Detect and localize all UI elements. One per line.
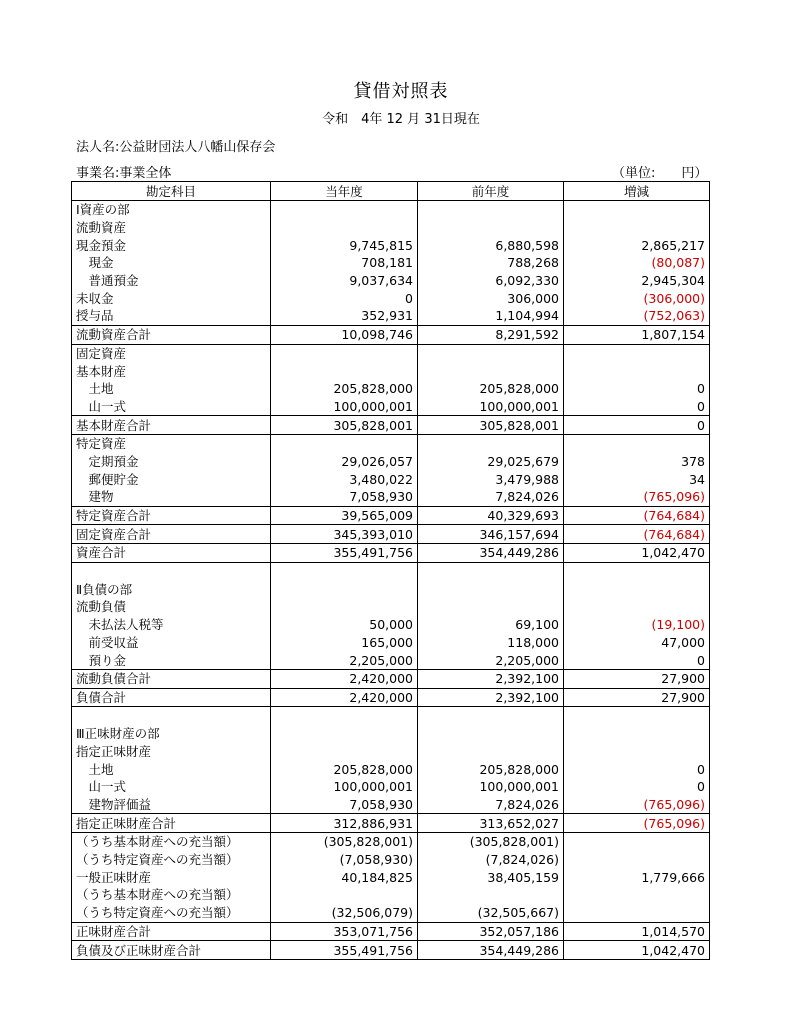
current-year-cell: 165,000 [271,634,418,652]
current-year-cell: 2,205,000 [271,651,418,669]
change-cell: 1,779,666 [564,868,710,886]
account-cell: Ⅱ負債の部 [72,580,271,598]
corporation-name: 法人名:公益財団法人八幡山保存会 [76,140,276,155]
previous-year-cell [418,562,564,580]
current-year-cell: 708,181 [271,254,418,272]
current-year-cell [271,562,418,580]
table-row [72,616,710,634]
previous-year-cell [418,434,564,452]
account-cell: （うち特定資産への充当額） [72,851,271,869]
change-cell: 0 [564,760,710,778]
table-row [72,707,710,725]
account-cell: 一般正味財産 [72,868,271,886]
change-cell [564,851,710,869]
account-cell: 負債合計 [72,688,271,707]
table-row [72,760,710,778]
account-cell: 未払法人税等 [72,616,271,634]
table-row [72,219,710,237]
current-year-cell: 39,565,009 [271,506,418,525]
current-year-cell: 7,058,930 [271,796,418,814]
previous-year-cell [418,743,564,761]
account-cell: 特定資産 [72,434,271,452]
current-year-cell: 7,058,930 [271,488,418,506]
current-year-cell [271,362,418,380]
previous-year-cell: 346,157,694 [418,525,564,544]
change-cell [564,598,710,616]
table-row [72,272,710,290]
previous-year-cell: 6,880,598 [418,236,564,254]
current-year-cell: 2,420,000 [271,688,418,707]
change-cell [564,725,710,743]
current-year-cell: 10,098,746 [271,325,418,344]
previous-year-cell [418,725,564,743]
current-year-cell [271,725,418,743]
previous-year-cell: 100,000,001 [418,778,564,796]
previous-year-cell: (305,828,001) [418,833,564,851]
account-cell: 流動負債合計 [72,669,271,688]
account-cell: 資産合計 [72,544,271,563]
document-title: 貸借対照表 [353,81,449,102]
change-cell: 1,807,154 [564,325,710,344]
table-row [72,904,710,922]
previous-year-cell: 100,000,001 [418,398,564,416]
previous-year-cell: 354,449,286 [418,544,564,563]
account-cell: 現金預金 [72,236,271,254]
change-cell: 2,865,217 [564,236,710,254]
table-row [72,778,710,796]
table-row [72,634,710,652]
table-row [72,470,710,488]
current-year-cell: 29,026,057 [271,453,418,471]
header-previous-year: 前年度 [418,182,564,201]
current-year-cell: 355,491,756 [271,941,418,960]
report-date: 令和 4年 12 月 31日現在 [322,112,480,127]
previous-year-cell [418,886,564,904]
change-cell [564,707,710,725]
previous-year-cell: 205,828,000 [418,760,564,778]
change-cell: (752,063) [564,307,710,325]
table-row [72,453,710,471]
current-year-cell: 205,828,000 [271,380,418,398]
account-cell: 郵便貯金 [72,470,271,488]
change-cell: (80,087) [564,254,710,272]
change-cell: (764,684) [564,506,710,525]
header-current-year: 当年度 [271,182,418,201]
current-year-cell: 2,420,000 [271,669,418,688]
change-cell: 0 [564,398,710,416]
current-year-cell: 50,000 [271,616,418,634]
account-cell: 土地 [72,380,271,398]
previous-year-cell: 305,828,001 [418,416,564,435]
previous-year-cell: 1,104,994 [418,307,564,325]
change-cell: 2,945,304 [564,272,710,290]
previous-year-cell [418,580,564,598]
change-cell: 34 [564,470,710,488]
table-row [72,922,710,941]
table-row [72,325,710,344]
table-row [72,886,710,904]
account-cell: 特定資産合計 [72,506,271,525]
current-year-cell: 3,480,022 [271,470,418,488]
change-cell [564,362,710,380]
current-year-cell [271,344,418,362]
current-year-cell: 353,071,756 [271,922,418,941]
previous-year-cell: 352,057,186 [418,922,564,941]
account-cell: 授与品 [72,307,271,325]
table-row [72,598,710,616]
current-year-cell [271,743,418,761]
change-cell: 1,042,470 [564,941,710,960]
current-year-cell [271,434,418,452]
account-cell: 固定資産 [72,344,271,362]
account-cell: 預り金 [72,651,271,669]
change-cell [564,344,710,362]
previous-year-cell: 2,205,000 [418,651,564,669]
current-year-cell: 352,931 [271,307,418,325]
current-year-cell: 9,745,815 [271,236,418,254]
change-cell: 1,014,570 [564,922,710,941]
current-year-cell: 205,828,000 [271,760,418,778]
table-row [72,851,710,869]
account-cell: 流動資産 [72,219,271,237]
table-row [72,307,710,325]
table-row [72,398,710,416]
previous-year-cell: 354,449,286 [418,941,564,960]
table-row [72,201,710,219]
account-cell [72,562,271,580]
account-cell: 山一式 [72,398,271,416]
table-row [72,236,710,254]
table-row [72,814,710,833]
change-cell: 0 [564,416,710,435]
account-cell: 前受収益 [72,634,271,652]
table-row [72,434,710,452]
change-cell: (765,096) [564,488,710,506]
change-cell [564,833,710,851]
table-row [72,669,710,688]
header-row [72,182,710,201]
change-cell [564,219,710,237]
previous-year-cell: 8,291,592 [418,325,564,344]
header-change: 増減 [564,182,710,201]
account-cell: Ⅰ資産の部 [72,201,271,219]
account-cell: 固定資産合計 [72,525,271,544]
previous-year-cell: 69,100 [418,616,564,634]
current-year-cell [271,598,418,616]
current-year-cell: 100,000,001 [271,398,418,416]
account-cell: Ⅲ正味財産の部 [72,725,271,743]
previous-year-cell: 118,000 [418,634,564,652]
account-cell: 定期預金 [72,453,271,471]
current-year-cell: 312,886,931 [271,814,418,833]
current-year-cell: 355,491,756 [271,544,418,563]
change-cell [564,434,710,452]
current-year-cell [271,580,418,598]
account-cell: 土地 [72,760,271,778]
previous-year-cell: 306,000 [418,289,564,307]
previous-year-cell [418,219,564,237]
change-cell: 1,042,470 [564,544,710,563]
previous-year-cell: (32,505,667) [418,904,564,922]
current-year-cell: (305,828,001) [271,833,418,851]
account-cell: （うち特定資産への充当額） [72,904,271,922]
change-cell: 0 [564,380,710,398]
header-account: 勘定科目 [72,182,271,201]
account-cell: （うち基本財産への充当額） [72,886,271,904]
previous-year-cell: 38,405,159 [418,868,564,886]
previous-year-cell: 40,329,693 [418,506,564,525]
previous-year-cell: 6,092,330 [418,272,564,290]
change-cell: 0 [564,778,710,796]
previous-year-cell [418,344,564,362]
table-row [72,941,710,960]
table-body [72,201,710,960]
change-cell: (765,096) [564,796,710,814]
previous-year-cell: 29,025,679 [418,453,564,471]
change-cell [564,580,710,598]
account-cell: 流動資産合計 [72,325,271,344]
account-cell: 正味財産合計 [72,922,271,941]
previous-year-cell: 313,652,027 [418,814,564,833]
change-cell [564,743,710,761]
account-cell: 指定正味財産合計 [72,814,271,833]
account-cell: 普通預金 [72,272,271,290]
table-row [72,651,710,669]
previous-year-cell: 788,268 [418,254,564,272]
change-cell: 47,000 [564,634,710,652]
current-year-cell [271,201,418,219]
table-row [72,525,710,544]
account-cell: 負債及び正味財産合計 [72,941,271,960]
previous-year-cell [418,598,564,616]
table-row [72,380,710,398]
table-row [72,688,710,707]
table-row [72,833,710,851]
previous-year-cell [418,707,564,725]
account-cell: 流動負債 [72,598,271,616]
change-cell [564,904,710,922]
account-cell: 山一式 [72,778,271,796]
table-row [72,580,710,598]
table-row [72,796,710,814]
balance-sheet-table [71,181,710,960]
table-row [72,562,710,580]
previous-year-cell: 205,828,000 [418,380,564,398]
change-cell: 378 [564,453,710,471]
change-cell: (764,684) [564,525,710,544]
previous-year-cell [418,362,564,380]
current-year-cell [271,219,418,237]
table-row [72,488,710,506]
account-cell: （うち基本財産への充当額） [72,833,271,851]
unit-label: （単位: 円） [612,166,708,181]
table-row [72,743,710,761]
previous-year-cell: 7,824,026 [418,796,564,814]
table-row [72,506,710,525]
business-name: 事業名:事業全体 [76,166,172,181]
table-row [72,544,710,563]
change-cell [564,201,710,219]
change-cell: 27,900 [564,669,710,688]
current-year-cell: 345,393,010 [271,525,418,544]
previous-year-cell: 2,392,100 [418,688,564,707]
table-row [72,362,710,380]
change-cell: (765,096) [564,814,710,833]
current-year-cell: (7,058,930) [271,851,418,869]
current-year-cell: 9,037,634 [271,272,418,290]
table-row [72,344,710,362]
account-cell: 建物 [72,488,271,506]
table-row [72,289,710,307]
table-row [72,254,710,272]
current-year-cell: 305,828,001 [271,416,418,435]
current-year-cell: 0 [271,289,418,307]
current-year-cell [271,886,418,904]
account-cell: 未収金 [72,289,271,307]
table-row [72,416,710,435]
account-cell: 現金 [72,254,271,272]
change-cell [564,562,710,580]
change-cell: (306,000) [564,289,710,307]
account-cell: 基本財産 [72,362,271,380]
table-row [72,725,710,743]
change-cell: 27,900 [564,688,710,707]
account-cell: 建物評価益 [72,796,271,814]
previous-year-cell: 2,392,100 [418,669,564,688]
current-year-cell [271,707,418,725]
account-cell [72,707,271,725]
current-year-cell: 100,000,001 [271,778,418,796]
previous-year-cell: (7,824,026) [418,851,564,869]
account-cell: 指定正味財産 [72,743,271,761]
table-row [72,868,710,886]
current-year-cell: (32,506,079) [271,904,418,922]
account-cell: 基本財産合計 [72,416,271,435]
change-cell [564,886,710,904]
previous-year-cell [418,201,564,219]
change-cell: (19,100) [564,616,710,634]
change-cell: 0 [564,651,710,669]
previous-year-cell: 3,479,988 [418,470,564,488]
current-year-cell: 40,184,825 [271,868,418,886]
previous-year-cell: 7,824,026 [418,488,564,506]
